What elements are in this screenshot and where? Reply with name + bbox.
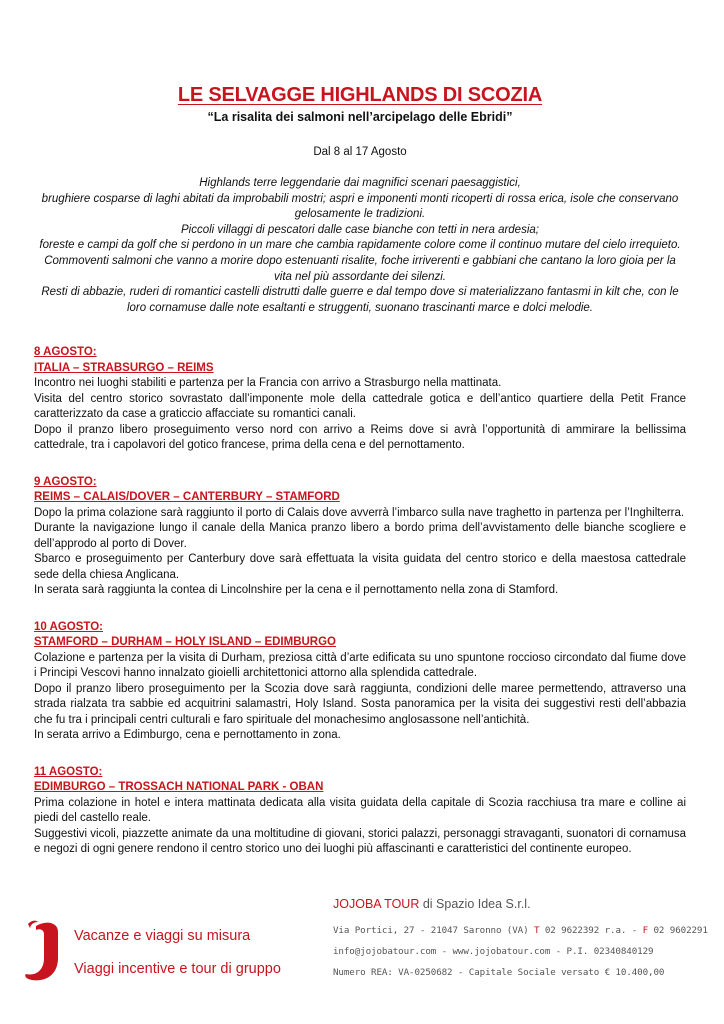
day-paragraph: Suggestivi vicoli, piazzette animate da una moltitudine di giovani, storici palazzi, personaggi stravaganti, suonatori di cornamusa e negozi di ogni genere rendono il centro storico uno dei luoghi più affascinanti e caratteristici del continente europeo. bbox=[34, 827, 686, 856]
day-paragraph: Visita del centro storico sovrastato dall’imponente mole della cattedrale gotica e dell’antico quartiere della Petit France caratterizzato da case a graticcio affacciate su romantici canali. bbox=[34, 392, 686, 421]
day-section bbox=[34, 620, 686, 744]
phone-number: 02 9622392 r.a. - bbox=[539, 925, 643, 936]
contact-web: info@jojobatour.com - www.jojobatour.com - P.I. 02340840129 bbox=[333, 946, 654, 957]
day-route: STAMFORD – DURHAM – HOLY ISLAND – EDIMBURGO bbox=[34, 636, 337, 649]
fax-number: 02 9602291 bbox=[648, 925, 708, 936]
itinerary bbox=[34, 345, 686, 858]
tour-dates: Dal 8 al 17 Agosto bbox=[313, 146, 407, 158]
day-section bbox=[34, 345, 686, 454]
day-date: 11 AGOSTO: bbox=[34, 765, 103, 778]
intro-line: Resti di abbazie, ruderi di romantici castelli distrutti dalle guerre e dal tempo dove si materializzano fantasmi in kilt che, con le loro cornamuse dalle note esaltanti e struggenti, suonano trascinanti marce e dolci melodie. bbox=[41, 286, 679, 314]
day-section bbox=[34, 765, 686, 858]
day-date: 10 AGOSTO: bbox=[34, 620, 104, 633]
page-title: LE SELVAGGE HIGHLANDS DI SCOZIA bbox=[177, 84, 543, 106]
intro-line: Highlands terre leggendarie dai magnifici scenari paesaggistici, bbox=[199, 177, 521, 189]
day-route: REIMS – CALAIS/DOVER – CANTERBURY – STAMFORD bbox=[34, 491, 340, 504]
day-paragraph: Prima colazione in hotel e intera mattinata dedicata alla visita guidata della capitale di Scozia racchiusa tra mare e colline ai piedi del castello reale. bbox=[34, 796, 686, 825]
day-paragraph: Incontro nei luoghi stabiliti e partenza per la Francia con arrivo a Strasburgo nella mattinata. bbox=[34, 377, 502, 390]
address-text: Via Portici, 27 - 21047 Saronno (VA) bbox=[333, 925, 534, 936]
day-section bbox=[34, 475, 686, 599]
intro-line: foreste e campi da golf che si perdono in un mare che cambia rapidamente colore come il continuo mutare del cielo irrequieto. bbox=[39, 239, 681, 252]
day-date: 8 AGOSTO: bbox=[34, 346, 97, 359]
day-paragraph: In serata sarà raggiunta la contea di Lincolnshire per la cena e il pernottamento nella zona di Stamford. bbox=[34, 584, 559, 597]
day-paragraph: Sbarco e proseguimento per Canterbury dove sarà effettuata la visita guidata del centro storico e della maestosa cattedrale sede della chiesa Anglicana. bbox=[34, 553, 686, 581]
footer-slogan: Viaggi incentive e tour di gruppo bbox=[74, 961, 281, 977]
day-paragraph: Colazione e partenza per la visita di Durham, preziosa città d’arte edificata su uno spuntone roccioso circondato dal fiume dove i Principi Vescovi hanno innalzato gioielli architettonici attorno alla splendida cattedrale. bbox=[34, 651, 686, 680]
company-brand: JOJOBA TOUR bbox=[333, 897, 420, 911]
day-paragraph: Dopo il pranzo libero proseguimento per la Scozia dove sarà raggiunta, condizioni delle maree permettendo, attraverso una strada rialzata tra sabbie ed acquitrini salamastri, Holy Island. Sosta panoramica per la visita dei suggestivi resti dell’abbazia che fu tra i principali centri culturali e faro spirituale del monachesimo anglosassone nell’antichità. bbox=[34, 682, 686, 726]
jojoba-j-logo-icon bbox=[22, 918, 64, 984]
day-paragraph: Durante la navigazione lungo il canale della Manica pranzo libero a bordo prima dell’avvistamento delle bianche scogliere e dell’approdo al porto di Dover. bbox=[34, 522, 686, 550]
phone-label: T bbox=[533, 925, 540, 936]
day-route: ITALIA – STRABSURGO – REIMS bbox=[34, 361, 214, 374]
footer-slogan: Vacanze e viaggi su misura bbox=[74, 928, 251, 944]
day-paragraph: In serata arrivo a Edimburgo, cena e pernottamento in zona. bbox=[34, 729, 341, 742]
document-page bbox=[34, 84, 686, 858]
fax-label: F bbox=[642, 925, 649, 936]
intro-text bbox=[34, 176, 686, 316]
contact-rea: Numero REA: VA-0250682 - Capitale Sociale versato € 10.400,00 bbox=[333, 967, 665, 978]
company-legal-name: di Spazio Idea S.r.l. bbox=[419, 897, 531, 911]
company-name bbox=[333, 897, 531, 911]
intro-line: Commoventi salmoni che vanno a morire dopo estenuanti risalite, foche irriverenti e gabbiani che cantano la loro gioia per la vita nel più assordante dei silenzi. bbox=[44, 254, 676, 283]
intro-line: brughiere cosparse di laghi abitati da improbabili mostri; aspri e imponenti monti ricoperti di rossa erica, isole che conservano gelosamente le tradizioni. bbox=[41, 192, 679, 221]
day-paragraph: Dopo la prima colazione sarà raggiunto il porto di Calais dove avverrà l’imbarco sulla nave traghetto in partenza per l’Inghilterra. bbox=[34, 506, 685, 519]
intro-line: Piccoli villaggi di pescatori dalle case bianche con tetti in nera ardesia; bbox=[181, 223, 539, 236]
contact-address bbox=[333, 925, 708, 936]
day-date: 9 AGOSTO: bbox=[34, 475, 97, 488]
page-subtitle: “La risalita dei salmoni nell’arcipelago delle Ebridi” bbox=[207, 110, 513, 124]
day-route: EDIMBURGO – TROSSACH NATIONAL PARK - OBAN bbox=[34, 781, 324, 794]
day-paragraph: Dopo il pranzo libero proseguimento verso nord con arrivo a Reims dove si avrà l’opportunità di ammirare la bellissima cattedrale, tra i capolavori del gotico francese, prima della cena e del pernottamento. bbox=[34, 423, 686, 452]
